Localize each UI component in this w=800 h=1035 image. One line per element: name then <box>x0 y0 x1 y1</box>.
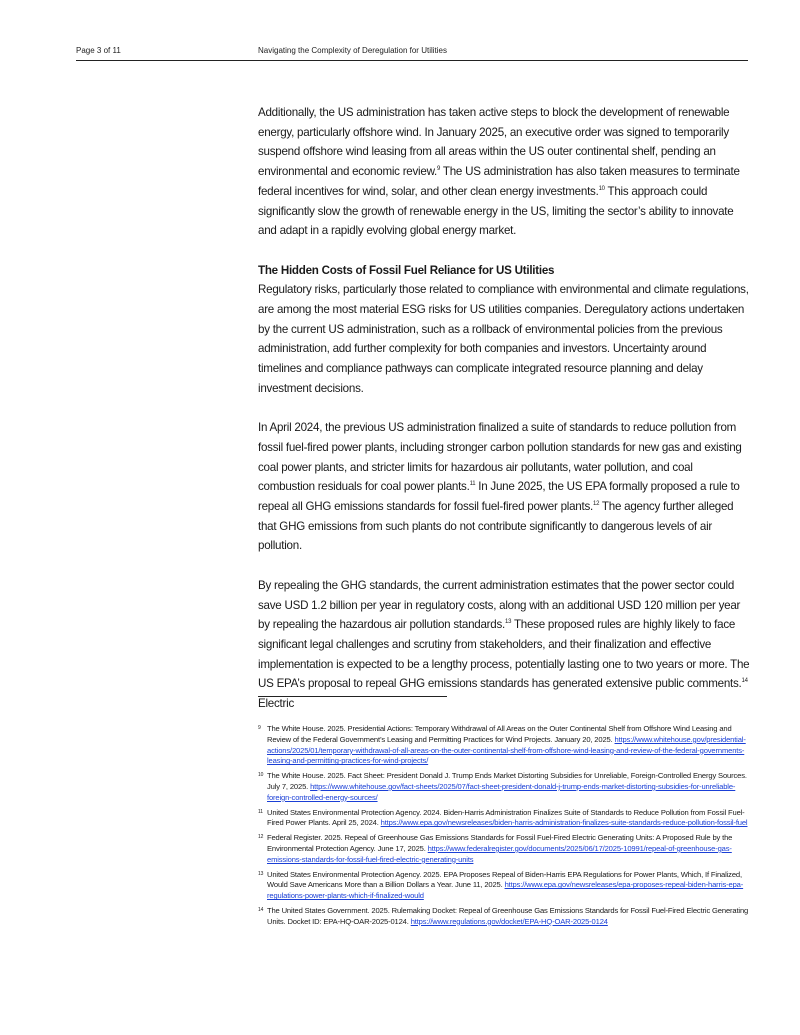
paragraph-offshore-wind <box>258 103 750 241</box>
footnote-number: 11 <box>258 808 263 815</box>
paragraph-repealing-ghg <box>258 576 750 714</box>
footnote-text: The United States Government. 2025. Rulemaking Docket: Repeal of Greenhouse Gas Emissions Standards for Fossil Fuel-Fired Electric Generating Units. Docket ID: EPA-HQ-OAR-2025-0124. <box>267 905 749 926</box>
paragraph-text: The agency further alleged that GHG emissions from such plants do not contribute significantly to dangerous levels of air pollution. <box>258 500 734 553</box>
footnote-ref-14[interactable]: 14 <box>741 678 748 685</box>
paragraph-text: This approach could significantly slow the growth of renewable energy in the US, limiting the sector’s ability to innovate and adapt in a rapidly evolving global energy market. <box>258 184 734 238</box>
footnote-link[interactable]: https://www.whitehouse.gov/presidential-actions/2025/01/temporary-withdrawal-of-all-areas-on-the-outer-continental-shelf-from-offshore-wind-leasing-and-review-of-the-federal-governments-leasing-and-permitting-practices-for-wind-projects/ <box>267 734 746 766</box>
footnote-14 <box>258 906 750 928</box>
footnote-ref-9[interactable]: 9 <box>437 166 441 173</box>
footnote-ref-10[interactable]: 10 <box>598 185 605 192</box>
paragraph-text: By repealing the GHG standards, the current administration estimates that the power sector could save USD 1.2 billion per year in regulatory costs, along with an additional USD 120 million per year by repealing the hazardous air pollution standards. <box>258 578 741 632</box>
footnote-text: Federal Register. 2025. Repeal of Greenhouse Gas Emissions Standards for Fossil Fuel-Fired Electric Generating Units: A Proposed Rule by the Environmental Protection Agency. June 17, 2025. <box>267 833 733 853</box>
footnote-number: 13 <box>258 870 264 877</box>
paragraph-april-2024 <box>258 418 750 556</box>
footnote-12 <box>258 833 750 865</box>
footnote-link[interactable]: https://www.epa.gov/newsreleases/biden-harris-administration-finalizes-suite-standards-reduce-pollution-fossil-fuel <box>380 818 748 828</box>
footnote-link[interactable]: https://www.federalregister.gov/documents/2025/06/17/2025-10991/repeal-of-greenhouse-gas-emissions-standards-for-fossil-fuel-fired-electric-generating-units <box>267 843 732 864</box>
footnote-11 <box>258 808 750 830</box>
footnote-divider <box>258 696 447 697</box>
footnote-link[interactable]: https://www.regulations.gov/docket/EPA-HQ-OAR-2025-0124 <box>410 916 608 926</box>
page-number: Page 3 of 11 <box>76 46 121 55</box>
paragraph-text: In April 2024, the previous US administration finalized a suite of standards to reduce pollution from fossil fuel-fired power plants, including stronger carbon pollution standards for new gas and existing coal power plants, and stricter limits for hazardous air pollutants, water pollution, and coal combustion residuals for coal power plants. <box>258 421 742 494</box>
paragraph-text: These proposed rules are highly likely to face significant legal challenges and scrutiny from stakeholders, and their finalization and effective implementation is expected to be a lengthy process, potentially lasting one to two years or more. The US EPA’s proposal to repeal GHG emissions standards has generated extensive public comments. <box>258 618 750 691</box>
paragraph-text: Electric <box>258 697 295 711</box>
paragraph-regulatory-risks: Regulatory risks, particularly those related to compliance with environmental and climate regulations, are among the most material ESG risks for US utilities companies. Deregulatory actions undertaken by the current US administration, such as a rollback of environmental policies from the previous administration, add further complexity for both companies and investors. Uncertainty around timelines and compliance pathways can complicate integrated resource planning and delay investment decisions. <box>258 283 749 395</box>
footnote-text: United States Environmental Protection Agency. 2025. EPA Proposes Repeal of Biden-Harris EPA Regulations for Power Plants, Which, If Finalized, Would Save Americans More than a Billion Dollars a Year. June 11, 2025. <box>267 869 742 890</box>
footnote-text: The White House. 2025. Presidential Actions: Temporary Withdrawal of All Areas on the Outer Continental Shelf from Offshore Wind Leasing and Review of the Federal Government’s Leasing and Permitting Practices for Wind Projects. January 20, 2025. <box>267 724 732 744</box>
footnote-link[interactable]: https://www.epa.gov/newsreleases/epa-proposes-repeal-biden-harris-epa-regulations-power-plants-which-if-finalized-would <box>267 880 744 901</box>
paragraph-text: In June 2025, the US EPA formally proposed a rule to repeal all GHG emissions standards for fossil fuel-fired power plants. <box>258 480 740 514</box>
section-heading: The Hidden Costs of Fossil Fuel Reliance for US Utilities <box>258 263 555 277</box>
document-title: Navigating the Complexity of Deregulation for Utilities <box>258 46 447 55</box>
footnote-13 <box>258 870 750 902</box>
main-content <box>258 103 750 733</box>
footnote-10 <box>258 771 750 803</box>
footnote-9 <box>258 724 750 767</box>
paragraph-text: Additionally, the US administration has taken active steps to block the development of renewable energy, particularly offshore wind. In January 2025, an executive order was signed to temporarily suspend offshore wind leasing from all areas within the US outer continental shelf, pending an environmental and economic review. <box>258 106 730 179</box>
footnote-ref-11[interactable]: 11 <box>469 481 476 488</box>
footnote-text: United States Environmental Protection Agency. 2024. Biden-Harris Administration Finalizes Suite of Standards to Reduce Pollution from Fossil Fuel-Fired Power Plants. April 25, 2024. <box>267 807 745 828</box>
footnote-ref-13[interactable]: 13 <box>505 619 512 626</box>
footnote-ref-12[interactable]: 12 <box>592 501 600 508</box>
footnote-text: The White House. 2025. Fact Sheet: President Donald J. Trump Ends Market Distorting Subsidies for Unreliable, Foreign-Controlled Energy Sources. July 7, 2025. <box>267 771 747 791</box>
footnote-number: 9 <box>258 725 261 731</box>
footnote-link[interactable]: https://www.whitehouse.gov/fact-sheets/2025/07/fact-sheet-president-donald-j-trump-ends-market-distorting-subsidies-for-unreliable-foreign-controlled-energy-sources/ <box>267 781 736 802</box>
page-header <box>76 42 748 61</box>
footnote-number: 14 <box>258 906 264 913</box>
footnotes <box>258 724 750 932</box>
footnote-number: 10 <box>258 772 264 779</box>
footnote-number: 12 <box>258 834 264 841</box>
paragraph-text: The US administration has also taken measures to terminate federal incentives for wind, solar, and other clean energy investments. <box>258 165 740 198</box>
